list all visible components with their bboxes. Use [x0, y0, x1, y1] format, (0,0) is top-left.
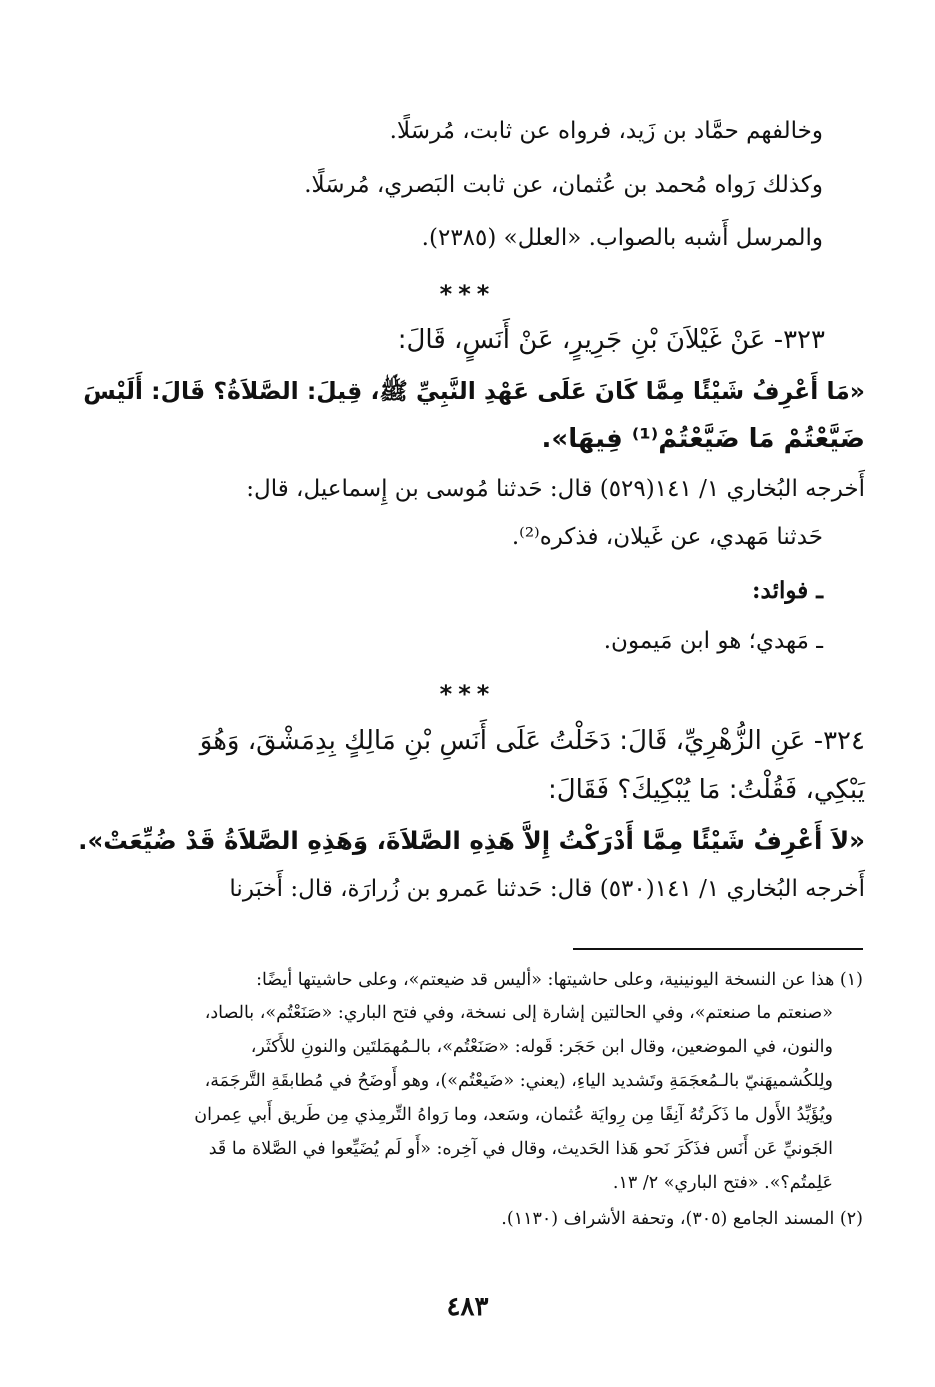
section-separator: ***	[439, 280, 496, 308]
hadith-text: «لاَ أَعْرِفُ شَيْئًا مِمَّا أَدْرَكْتُ إِلاَّ هَذِهِ الصَّلاَةَ، وَهَذِهِ الصَّلاَةُ قَدْ ضُيِّعَتْ».	[78, 826, 865, 855]
hadith-heading: ٣٢٤- عَنِ الزُّهْرِيِّ، قَالَ: دَخَلْتُ عَلَى أَنَسِ بْنِ مَالِكٍ بِدِمَشْقَ، وَهُوَ	[199, 726, 865, 756]
source-text: أَخرجه البُخاري ١/ ١٤١(٥٢٩) قال: حَدثنا مُوسى بن إِسماعيل، قال:	[246, 476, 865, 502]
footnote-line: (٢) المسند الجامع (٣٠٥)، وتحفة الأشراف (١١٣٠).	[501, 1209, 863, 1229]
hadith-text: ضَيَّعْتُمْ مَا ضَيَّعْتُمْ⁽¹⁾ فِيهَا».	[541, 424, 865, 454]
text-line: وخالفهم حمَّاد بن زَيد، فرواه عن ثابت، مُرسَلًا.	[389, 118, 823, 144]
text-line: والمرسل أَشبه بالصواب. «العلل» (٢٣٨٥).	[421, 225, 823, 251]
footnote-line: والنون، في الموضعين، وقال ابن حَجَر: قَوله: «صَنَعْتُم»، بالـمُهمَلتَين والنونِ للأَكثَر،	[250, 1037, 833, 1057]
hadith-text: «مَا أَعْرِفُ شَيْئًا مِمَّا كَانَ عَلَى عَهْدِ النَّبِيِّ ﷺ، قِيلَ: الصَّلاَةُ؟ قَالَ: أَلَيْسَ	[83, 377, 865, 405]
page-number: ٤٨٣	[446, 1292, 489, 1322]
source-text: أَخرجه البُخاري ١/ ١٤١(٥٣٠) قال: حَدثنا عَمرو بن زُرارَة، قال: أَخبَرنا	[229, 876, 865, 902]
hadith-heading: ٣٢٣- عَنْ غَيْلاَنَ بْنِ جَرِيرٍ، عَنْ أَنَسٍ، قَالَ:	[397, 325, 825, 355]
footnote-line: ويُؤَيِّدُ الأَول ما ذَكَرتُهُ آنِفًا مِن رِوايَة عُثمان، وسَعد، وما رَواهُ التِّرمِذي مِن طَريق أَبي عِمران	[194, 1105, 833, 1125]
hadith-heading: يَبْكِي، فَقُلْتُ: مَا يُبْكِيكَ؟ فَقَالَ:	[547, 775, 865, 805]
footnote-divider	[573, 948, 863, 950]
footnote-line: ولِلكُشميهَنيّ بالـمُعجَمَةِ وتَشديد الياءِ، (يعني: «ضَيعْتُم»)، وهو أَوضَحُ في مُطابقَةِ التَّرجَمَة،	[204, 1071, 833, 1091]
footnote-line: عَلِمتُم؟». «فتح الباري» ٢/ ١٣.	[612, 1173, 833, 1193]
source-text: حَدثنا مَهدي، عن غَيلان، فذكره⁽²⁾.	[511, 524, 823, 550]
footnote-line: (١) هذا عن النسخة اليونينية، وعلى حاشيتها: «أليس قد ضيعتم»، وعلى حاشيتها أيضًا:	[256, 970, 863, 990]
section-separator: ***	[439, 680, 496, 708]
benefits-label: ـ فوائد:	[752, 577, 823, 604]
benefit-item: ـ مَهدي؛ هو ابن مَيمون.	[603, 628, 823, 654]
text-line: وكذلك رَواه مُحمد بن عُثمان، عن ثابت البَصري، مُرسَلًا.	[304, 172, 823, 198]
footnote-line: «صنعتم ما صنعتم»، وفي الحالتين إشارة إلى نسخة، وفي فتح الباري: «صَنَعْتُم»، بالصاد،	[204, 1003, 833, 1023]
footnote-line: الجَونيِّ عَن أَنَس فذَكَرَ نَحو هَذا الحَديث، وقال في آخِره: «أَو لَم يُضَيِّعوا في الصَّلاة ما قَد	[208, 1139, 833, 1159]
